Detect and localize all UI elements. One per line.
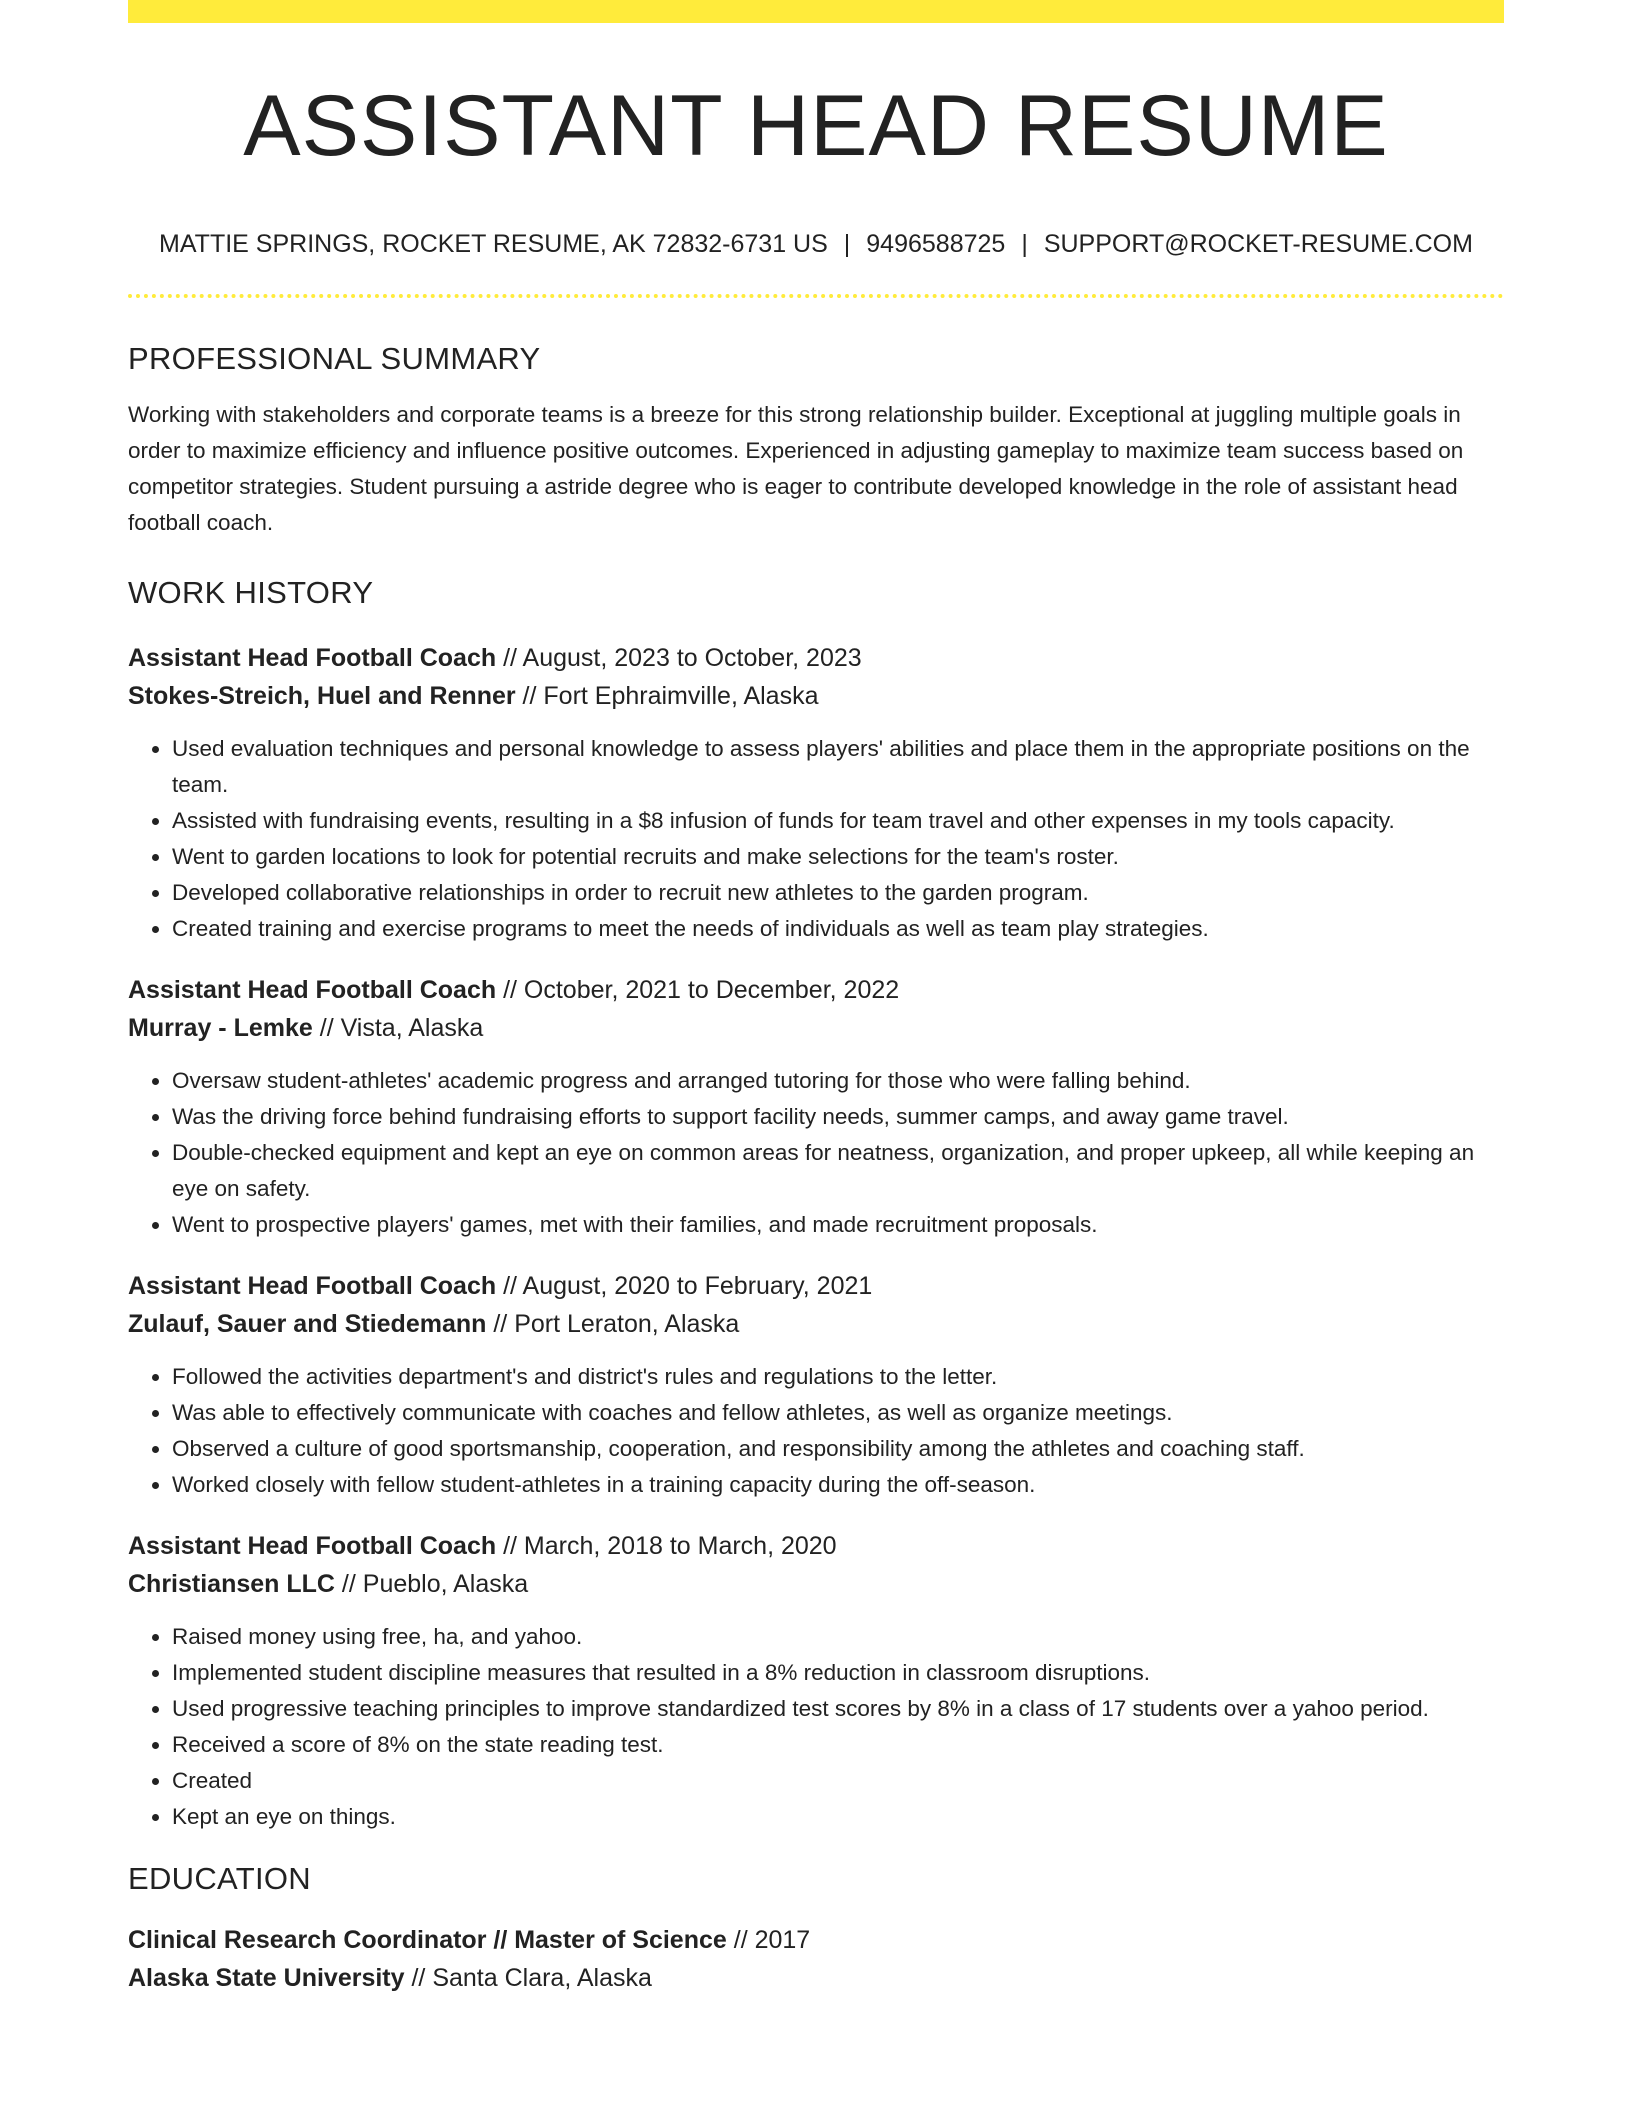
job-location: // Fort Ephraimville, Alaska — [515, 682, 819, 710]
job-location: // Pueblo, Alaska — [334, 1570, 529, 1598]
contact-phone: 9496588725 — [866, 230, 1006, 258]
education-year: // 2017 — [726, 1926, 811, 1954]
job-bullet: • Assisted with fundraising events, resulting in a $8 infusion of funds for team travel and other expenses in my tools capacity. — [172, 803, 1504, 839]
job-title: Assistant Head Football Coach — [128, 644, 497, 672]
job-company-line — [128, 1565, 1504, 1603]
contact-separator: | — [843, 230, 851, 258]
job-bullets — [128, 731, 1504, 947]
job-bullet: • Created training and exercise programs to meet the needs of individuals as well as team play strategies. — [172, 911, 1504, 947]
job-bullets — [128, 1359, 1504, 1503]
job-title-line — [128, 971, 1504, 1009]
job-dates: // August, 2023 to October, 2023 — [496, 644, 862, 672]
job-bullet: • Implemented student discipline measures that resulted in a 8% reduction in classroom disruptions. — [172, 1655, 1504, 1691]
job-title: Assistant Head Football Coach — [128, 1532, 497, 1560]
contact-email: SUPPORT@ROCKET-RESUME.COM — [1043, 230, 1473, 258]
job-bullet: • Created — [172, 1763, 1504, 1799]
contact-address: MATTIE SPRINGS, ROCKET RESUME, AK 72832-6731 US — [159, 230, 828, 258]
education-entry — [128, 1921, 1504, 1997]
education-degree-line — [128, 1921, 1504, 1959]
job-company: Murray - Lemke — [128, 1014, 313, 1042]
job-company: Zulauf, Sauer and Stiedemann — [128, 1310, 487, 1338]
job-dates: // March, 2018 to March, 2020 — [496, 1532, 837, 1560]
job-location: // Vista, Alaska — [312, 1014, 484, 1042]
job-bullet: • Used progressive teaching principles to improve standardized test scores by 8% in a class of 17 students over a yahoo period. — [172, 1691, 1504, 1727]
job-bullet: • Went to garden locations to look for potential recruits and make selections for the team's roster. — [172, 839, 1504, 875]
job-company: Christiansen LLC — [128, 1570, 335, 1598]
job-entry — [128, 971, 1504, 1243]
job-dates: // October, 2021 to December, 2022 — [496, 976, 900, 1004]
education-heading: EDUCATION — [128, 1861, 311, 1896]
education-school: Alaska State University — [128, 1964, 405, 1992]
job-bullet: • Went to prospective players' games, met with their families, and made recruitment proposals. — [172, 1207, 1504, 1243]
job-location: // Port Leraton, Alaska — [486, 1310, 740, 1338]
education-list — [128, 1921, 1504, 1997]
job-bullet: • Was able to effectively communicate with coaches and fellow athletes, as well as organize meetings. — [172, 1395, 1504, 1431]
work-history-heading: WORK HISTORY — [128, 575, 374, 610]
job-title-line — [128, 639, 1504, 677]
job-company-line — [128, 677, 1504, 715]
job-bullet: • Worked closely with fellow student-athletes in a training capacity during the off-season. — [172, 1467, 1504, 1503]
job-bullets — [128, 1063, 1504, 1243]
contact-separator: | — [1021, 230, 1028, 258]
job-bullet: • Used evaluation techniques and personal knowledge to assess players' abilities and place them in the appropriate positions on the team. — [172, 731, 1504, 803]
top-accent-bar — [128, 0, 1504, 23]
job-bullet: • Kept an eye on things. — [172, 1799, 1504, 1835]
job-entry — [128, 1527, 1504, 1835]
job-bullet: • Followed the activities department's and district's rules and regulations to the letter. — [172, 1359, 1504, 1395]
job-bullets — [128, 1619, 1504, 1835]
contact-line — [128, 229, 1504, 259]
job-bullet: • Observed a culture of good sportsmanship, cooperation, and responsibility among the athletes and coaching staff. — [172, 1431, 1504, 1467]
job-entry — [128, 1267, 1504, 1503]
job-bullet: • Developed collaborative relationships in order to recruit new athletes to the garden program. — [172, 875, 1504, 911]
job-title: Assistant Head Football Coach — [128, 976, 497, 1004]
job-entry — [128, 639, 1504, 947]
job-bullet: • Raised money using free, ha, and yahoo. — [172, 1619, 1504, 1655]
summary-text: Working with stakeholders and corporate teams is a breeze for this strong relationship builder. Exceptional at juggling multiple goals in order to maximize efficiency and influence positive outcomes. Experienced in adjusting gameplay to maximize team success based on competitor strategies. Student pursuing a astride degree who is eager to contribute developed knowledge in the role of assistant head football coach. — [128, 402, 1464, 535]
job-title-line — [128, 1527, 1504, 1565]
work-history-list — [128, 639, 1504, 1835]
header-divider — [128, 294, 1504, 298]
resume-page — [128, 0, 1504, 2112]
summary-heading: PROFESSIONAL SUMMARY — [128, 341, 541, 376]
job-bullet: • Double-checked equipment and kept an eye on common areas for neatness, organization, and proper upkeep, all while keeping an eye on safety. — [172, 1135, 1504, 1207]
resume-title: ASSISTANT HEAD RESUME — [243, 78, 1389, 174]
job-company: Stokes-Streich, Huel and Renner — [128, 682, 516, 710]
job-company-line — [128, 1305, 1504, 1343]
job-bullet: • Received a score of 8% on the state reading test. — [172, 1727, 1504, 1763]
job-bullet: • Oversaw student-athletes' academic progress and arranged tutoring for those who were falling behind. — [172, 1063, 1504, 1099]
job-company-line — [128, 1009, 1504, 1047]
job-dates: // August, 2020 to February, 2021 — [496, 1272, 873, 1300]
education-school-line — [128, 1959, 1504, 1997]
education-location: // Santa Clara, Alaska — [404, 1964, 652, 1992]
education-degree: Clinical Research Coordinator // Master of Science — [128, 1926, 727, 1954]
job-bullet: • Was the driving force behind fundraising efforts to support facility needs, summer camps, and away game travel. — [172, 1099, 1504, 1135]
job-title-line — [128, 1267, 1504, 1305]
job-title: Assistant Head Football Coach — [128, 1272, 497, 1300]
